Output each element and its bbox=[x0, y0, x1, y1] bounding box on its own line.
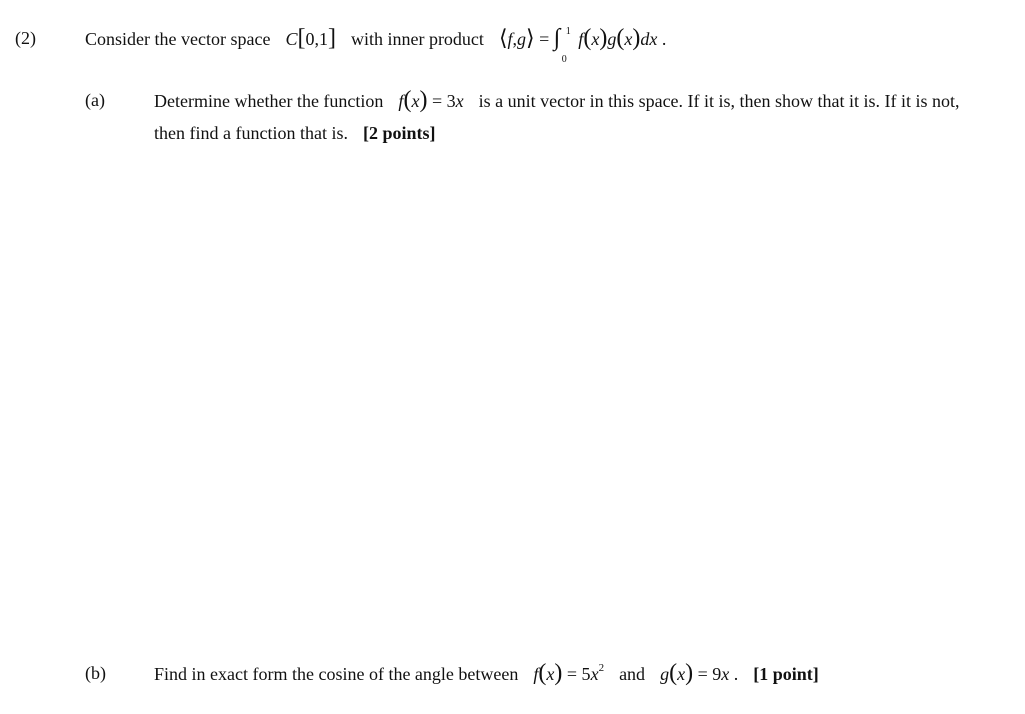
part-a-line-2 bbox=[154, 121, 435, 145]
part-a-points: [2 points] bbox=[362, 123, 436, 143]
part-b-and-text: and bbox=[619, 664, 646, 684]
part-a-function: f(x) = 3x bbox=[398, 87, 464, 113]
part-a-pre-text: Determine whether the function bbox=[154, 91, 384, 111]
part-a-line-1 bbox=[154, 88, 960, 113]
part-b-label: (b) bbox=[85, 663, 106, 683]
part-a-post-text: is a unit vector in this space. If it is, then show that it is. If it is not, bbox=[478, 91, 960, 111]
space-notation: C[0,1] bbox=[285, 25, 336, 51]
part-b-g-expression: g(x) = 9x . bbox=[660, 660, 739, 686]
part-b-pre-text: Find in exact form the cosine of the angle between bbox=[154, 664, 519, 684]
part-a-line-2-text: then find a function that is. bbox=[154, 123, 348, 143]
with-inner-product-text: with inner product bbox=[350, 29, 484, 49]
intro-text: Consider the vector space bbox=[85, 29, 271, 49]
part-a-label: (a) bbox=[85, 90, 105, 110]
problem-statement bbox=[85, 25, 667, 65]
part-b-points: [1 point] bbox=[753, 664, 819, 684]
part-b-f-expression: $f(x) = 5x^2$ bbox=[533, 660, 605, 686]
problem-number: (2) bbox=[15, 28, 36, 48]
integral-sign: ∫ 1 0 bbox=[553, 25, 571, 65]
part-b-line bbox=[154, 661, 819, 689]
inner-product-formula: ⟨f,g⟩ = ∫ 1 0 f(x)g(x)dx . bbox=[498, 25, 667, 65]
